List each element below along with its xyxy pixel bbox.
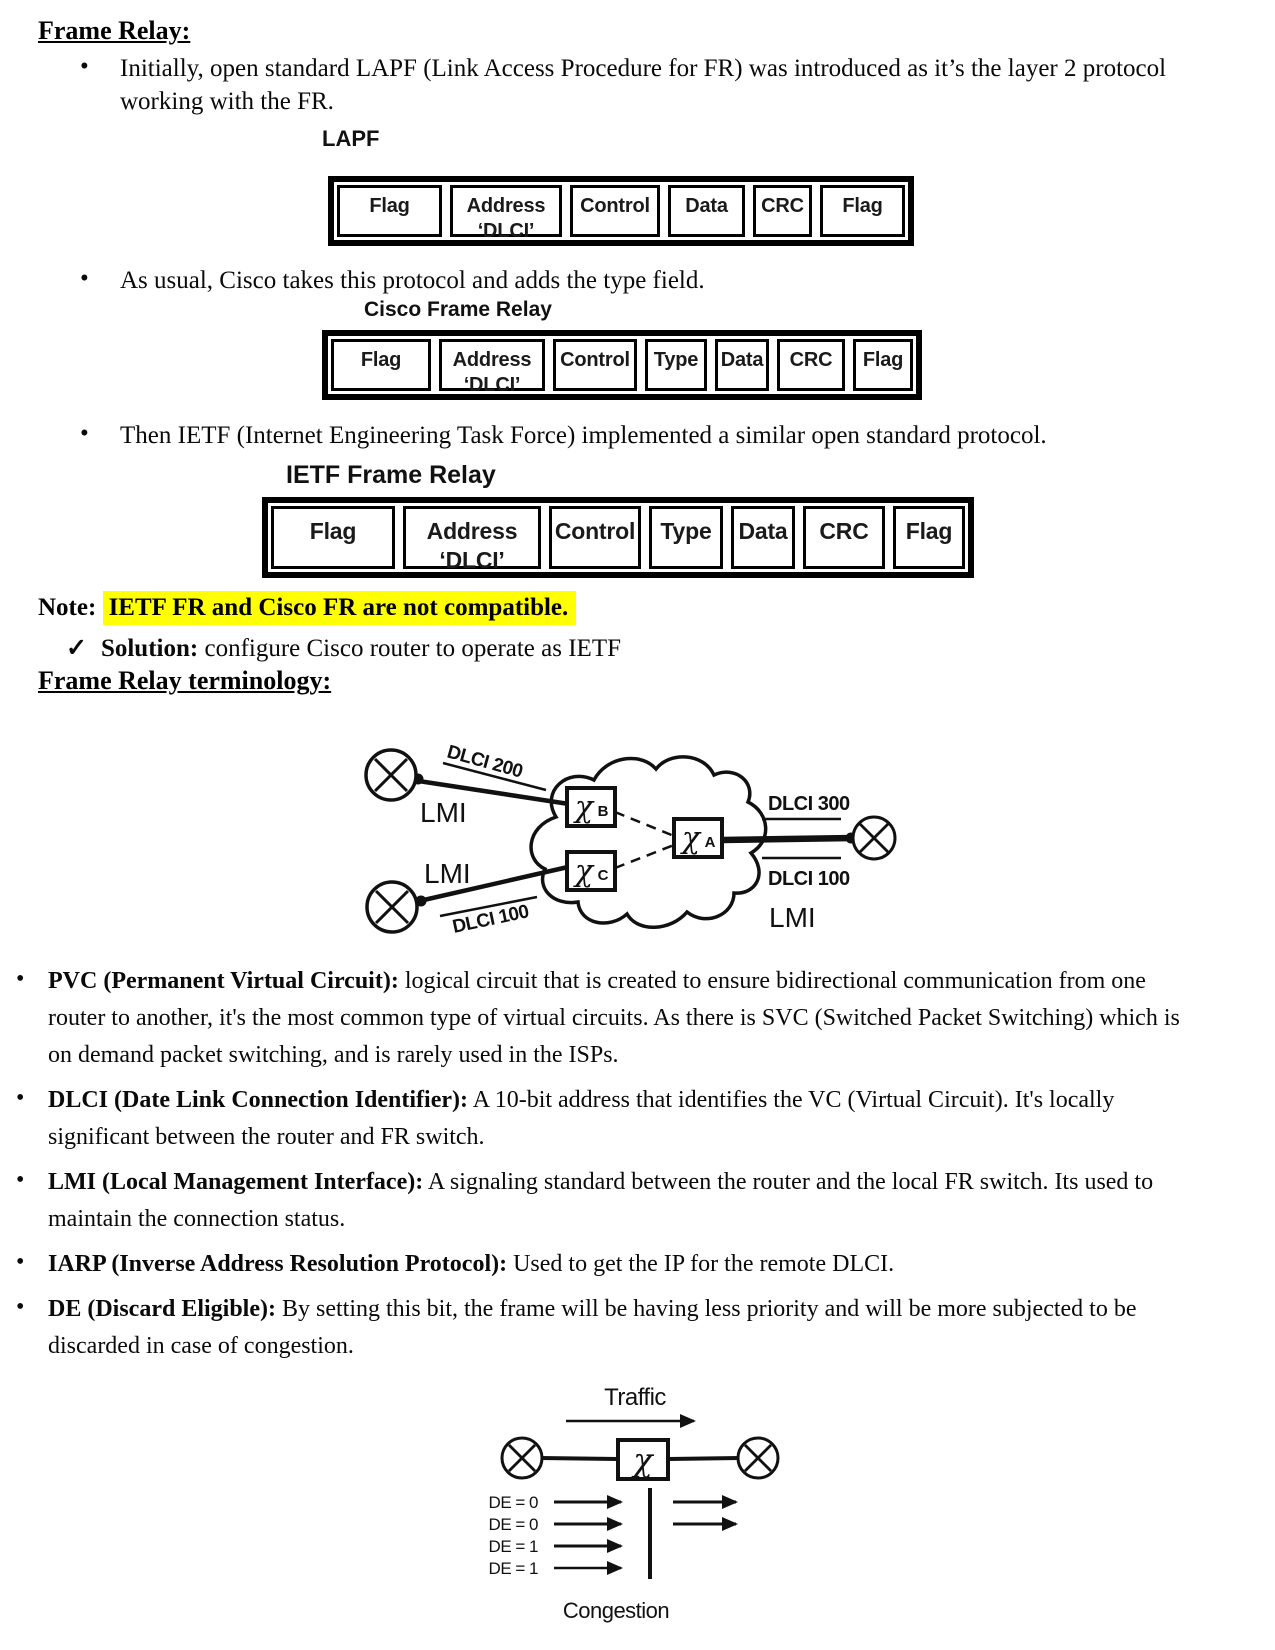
- frame-field-flag2: [820, 185, 905, 237]
- ietf-frame-title: IETF Frame Relay: [286, 461, 496, 489]
- frame-field-flag2: [853, 339, 913, 391]
- router-icon: [738, 1438, 778, 1478]
- ietf-frame-table: [262, 497, 974, 578]
- solution-line: [66, 633, 621, 663]
- frame-field-type: [645, 339, 707, 391]
- de-label: DE = 1: [488, 1537, 538, 1556]
- dlci-200-label: DLCI 200: [444, 741, 525, 783]
- frame-field-control: [553, 339, 637, 391]
- frame-field-flag: [331, 339, 431, 391]
- link-left: [540, 1458, 618, 1459]
- field-label: Flag: [842, 195, 883, 217]
- router-icon: [367, 882, 417, 932]
- field-sublabel: ‘DLCI’: [439, 547, 505, 573]
- cisco-frame-table: [322, 330, 922, 400]
- field-label: Flag: [309, 518, 357, 544]
- frame-field-crc: [753, 185, 812, 237]
- frame-field-flag: [337, 185, 442, 237]
- term-text: By setting this bit, the frame will be having less priority and will be more subjected to be discarded in case of congestion.: [48, 1296, 1137, 1359]
- bullet-text: Then IETF (Internet Engineering Task Force) implemented a similar open standard protocol.: [120, 422, 1047, 449]
- bullet-icon: •: [16, 1294, 25, 1320]
- term-lead: PVC (Permanent Virtual Circuit):: [48, 968, 399, 994]
- lapf-title: LAPF: [322, 126, 380, 151]
- fr-switch-a: [674, 819, 722, 857]
- switch-letter: B: [597, 803, 609, 820]
- field-label: Type: [653, 349, 699, 371]
- term-text: A 10-bit address that identifies the VC (Virtual Circuit). It's locally significant between the router and FR switch.: [48, 1087, 1115, 1150]
- list-item-de: [12, 1291, 1207, 1365]
- bullet-icon: •: [16, 1167, 25, 1193]
- field-label: CRC: [761, 195, 804, 217]
- field-label: Address: [426, 518, 518, 544]
- solution-lead: Solution:: [100, 635, 199, 662]
- field-label: CRC: [789, 349, 833, 371]
- list-item: [80, 52, 1185, 118]
- fr-switch-c: [567, 852, 615, 890]
- switch-letter: C: [597, 867, 609, 884]
- note-highlight: IETF FR and Cisco FR are not compatible.: [103, 591, 577, 625]
- switch-letter: A: [704, 834, 716, 851]
- frame-field-flag: [271, 506, 395, 569]
- router-icon: [502, 1438, 542, 1478]
- field-label: CRC: [819, 518, 869, 544]
- solution-text: configure Cisco router to operate as IETF: [204, 635, 621, 662]
- frame-field-address: [450, 185, 562, 242]
- list-item: [80, 419, 1185, 452]
- list-item-pvc: [12, 963, 1207, 1074]
- field-label: Control: [580, 195, 650, 217]
- bullet-text: As usual, Cisco takes this protocol and adds the type field.: [120, 267, 705, 294]
- fr-switch-b: [567, 788, 615, 826]
- switch-chi-symbol: χ: [633, 1441, 653, 1479]
- terminology-list: [12, 963, 1207, 1373]
- de-congestion-diagram: [430, 1378, 850, 1630]
- frame-field-flag2: [893, 506, 965, 569]
- fr-switch: [618, 1440, 668, 1479]
- term-text: A signaling standard between the router and the local FR switch. Its used to maintain the connection status.: [48, 1169, 1154, 1232]
- field-label: Flag: [360, 349, 402, 371]
- bullet-icon: •: [80, 265, 89, 292]
- lmi-label-right: LMI: [769, 902, 816, 933]
- dlci-100-left-label: DLCI 100: [450, 901, 531, 938]
- term-lead: DLCI (Date Link Connection Identifier):: [48, 1087, 468, 1113]
- de-label: DE = 1: [488, 1559, 538, 1578]
- congestion-label: Congestion: [562, 1598, 670, 1623]
- terminology-heading: Frame Relay terminology:: [38, 666, 332, 695]
- frame-field-control: [570, 185, 660, 237]
- term-text: logical circuit that is created to ensure bidirectional communication from one router to another, it's the most common type of virtual circuits. As there is SVC (Switched Packet Switching) which is on demand packet switching, and is rarely used in the ISPs.: [48, 968, 1180, 1068]
- lmi-label-top-left: LMI: [420, 797, 467, 828]
- note-line: [38, 594, 576, 622]
- bullet-text: Initially, open standard LAPF (Link Access Procedure for FR) was introduced as it’s the layer 2 protocol working with the FR.: [120, 55, 1167, 115]
- bullet-icon: •: [80, 420, 89, 447]
- router-icon: [366, 750, 416, 800]
- frame-field-type: [649, 506, 723, 569]
- check-icon: ✓: [66, 635, 87, 662]
- field-label: Type: [660, 518, 712, 544]
- field-sublabel: ‘DLCI’: [463, 374, 521, 396]
- list-item-lmi: [12, 1164, 1207, 1238]
- bullet-icon: •: [80, 53, 89, 80]
- bullet-icon: •: [16, 966, 25, 992]
- traffic-label: Traffic: [604, 1384, 666, 1411]
- bullet-icon: •: [16, 1085, 25, 1111]
- frame-field-address: [403, 506, 541, 573]
- term-text: Used to get the IP for the remote DLCI.: [513, 1251, 895, 1277]
- field-label: Address: [452, 349, 532, 371]
- frame-field-crc: [777, 339, 845, 391]
- field-label: Flag: [905, 518, 953, 544]
- frame-field-control: [549, 506, 641, 569]
- frame-field-crc: [803, 506, 885, 569]
- dlci-300-label: DLCI 300: [768, 793, 850, 815]
- page-title: Frame Relay:: [38, 16, 191, 45]
- frame-field-address: [439, 339, 545, 396]
- field-label: Address: [466, 195, 546, 217]
- term-lead: DE (Discard Eligible):: [48, 1296, 276, 1322]
- field-label: Control: [554, 518, 636, 544]
- list-item: [80, 264, 1185, 297]
- list-item-dlci: [12, 1082, 1207, 1156]
- field-label: Data: [738, 518, 788, 544]
- switch-chi-symbol: χ: [681, 821, 701, 856]
- switch-chi-symbol: χ: [574, 790, 594, 825]
- frame-field-data: [731, 506, 795, 569]
- field-label: Data: [720, 349, 764, 371]
- field-label: Data: [685, 195, 728, 217]
- term-lead: LMI (Local Management Interface):: [48, 1169, 424, 1195]
- bullet-icon: •: [16, 1249, 25, 1275]
- dlci-100-right-label: DLCI 100: [768, 868, 850, 890]
- frame-field-data: [668, 185, 745, 237]
- switch-chi-symbol: χ: [574, 854, 594, 889]
- term-lead: IARP (Inverse Address Resolution Protocol):: [48, 1251, 508, 1277]
- frame-field-data: [715, 339, 769, 391]
- field-sublabel: ‘DLCI’: [477, 220, 535, 242]
- cisco-frame-title: Cisco Frame Relay: [364, 298, 552, 321]
- de-label: DE = 0: [488, 1515, 538, 1534]
- router-icon: [853, 817, 895, 859]
- frame-relay-topology-diagram: [338, 695, 903, 947]
- field-label: Flag: [862, 349, 904, 371]
- note-prefix: Note:: [38, 594, 97, 621]
- link-right: [668, 1458, 740, 1459]
- de-label: DE = 0: [488, 1493, 538, 1512]
- lapf-frame-table: [328, 176, 914, 246]
- link-right: [722, 838, 854, 840]
- lmi-label-bottom-left: LMI: [424, 858, 471, 889]
- list-item-iarp: [12, 1246, 1207, 1283]
- field-label: Control: [560, 349, 630, 371]
- field-label: Flag: [369, 195, 410, 217]
